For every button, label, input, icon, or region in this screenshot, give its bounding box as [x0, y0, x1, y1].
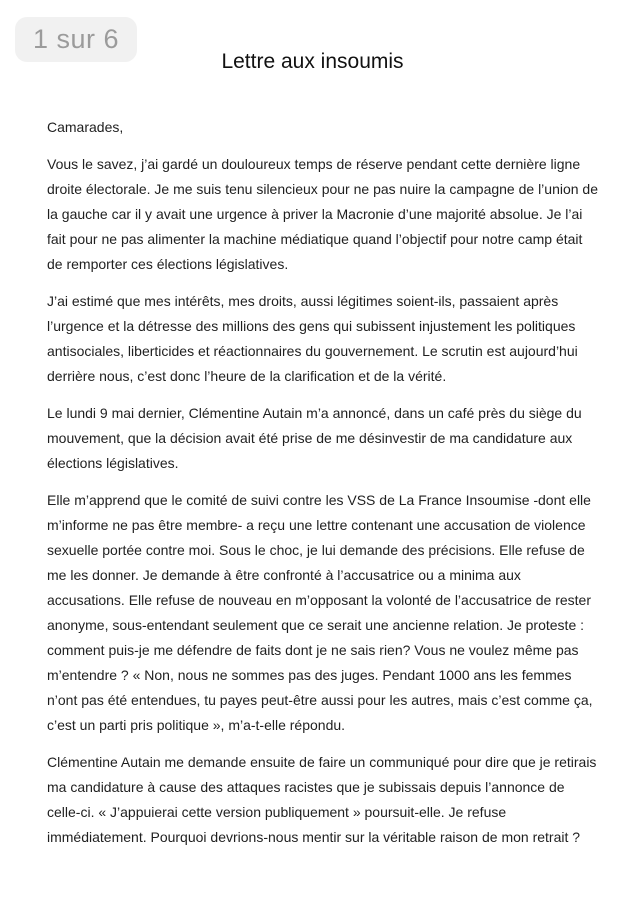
letter-paragraph: Clémentine Autain me demande ensuite de faire un communiqué pour dire que je retirais ma candidature à cause des attaques racistes que je subissais depuis l’annonce de celle-ci. « J’appuierai cette version publiquement » poursuit-elle. Je refuse immédiatement. Pourquoi devrions-nous mentir sur la véritable raison de mon retrait ?: [47, 754, 597, 845]
letter-paragraph: Elle m’apprend que le comité de suivi contre les VSS de La France Insoumise -dont elle m’informe ne pas être membre- a reçu une lettre contenant une accusation de violence sexuelle portée contre moi. Sous le choc, je lui demande des précisions. Elle refuse de me les donner. Je demande à être confronté à l’accusatrice ou a minima aux accusations. Elle refuse de nouveau en m’opposant la volonté de l’accusatrice de rester anonyme, sous-entendant seulement que ce serait une ancienne relation. Je proteste : comment puis-je me défendre de faits dont je ne sais rien? Vous ne voulez même pas m’entendre ? « Non, nous ne sommes pas des juges. Pendant 1000 ans les femmes n’ont pas été entendues, tu payes peut-être aussi pour les autres, mais c’est comme ça, c’est un parti pris politique », m’a-t-elle répondu.: [47, 492, 593, 733]
letter-paragraph: J’ai estimé que mes intérêts, mes droits, aussi légitimes soient-ils, passaient après l’urgence et la détresse des millions des gens qui subissent injustement les politiques antisociales, liberticides et réactionnaires du gouvernement. Le scrutin est aujourd’hui derrière nous, c’est donc l’heure de la clarification et de la vérité.: [47, 293, 578, 384]
letter-paragraph: Vous le savez, j’ai gardé un douloureux temps de réserve pendant cette dernière ligne droite électorale. Je me suis tenu silencieux pour ne pas nuire la campagne de l’union de la gauche car il y avait une urgence à priver la Macronie d’une majorité absolue. Je l’ai fait pour ne pas alimenter la machine médiatique quand l’objectif pour notre camp était de remporter ces élections législatives.: [47, 156, 599, 272]
letter-paragraph: Camarades,: [47, 119, 124, 135]
letter-body: [47, 115, 599, 862]
letter-paragraph: Le lundi 9 mai dernier, Clémentine Autain m’a annoncé, dans un café près du siège du mouvement, que la décision avait été prise de me désinvestir de ma candidature aux élections législatives.: [47, 405, 582, 471]
page-indicator-badge: 1 sur 6: [15, 17, 137, 62]
page-title: Lettre aux insoumis: [221, 50, 404, 73]
